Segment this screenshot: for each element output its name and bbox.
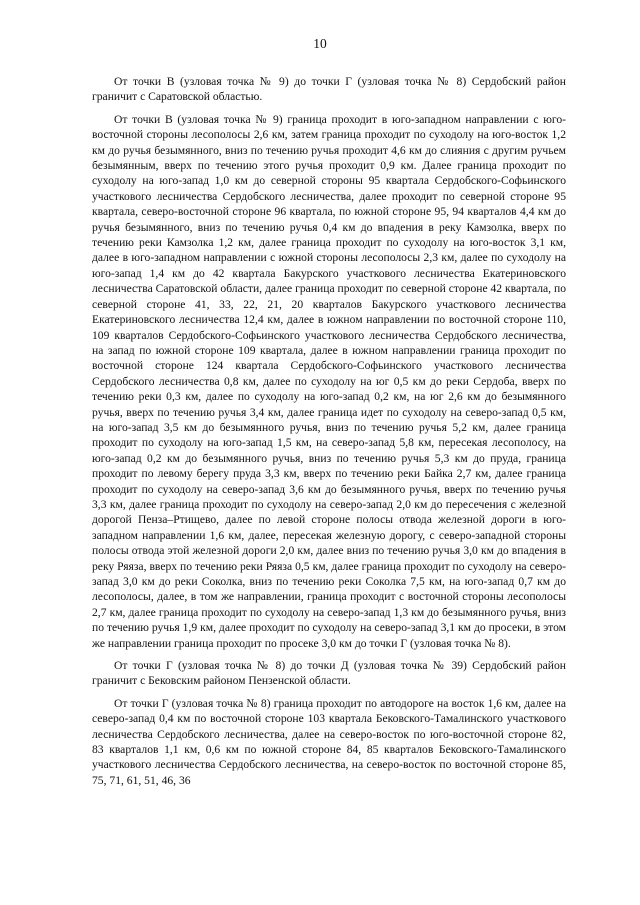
paragraph: От точки В (узловая точка № 9) граница проходит в юго-западном направлении с юго-восточной стороны лесополосы 2,6 км, затем граница проходит по суходолу на юго-восток 1,2 км до ручья безымянного, вниз по течению ручья проходит 4,6 км до слияния с другим ручьем безымянным, вверх по течению этого ручья проходит 0,9 км. Далее граница проходит по суходолу на юго-запад 1,0 км до северной стороны 95 квартала Сердобского-Софьинского участкового лесничества Сердобского лесничества, далее проходит по северной стороне 95 квартала, северо-восточной стороне 96 квартала, по южной стороне 95, 94 кварталов 4,4 км до ручья безымянного, вниз по течению ручья 0,4 км до впадения в реку Камзолка, вверх по течению реки Камзолка 1,2 км, далее граница проходит по суходолу на юго-восток 3,1 км, далее в юго-западном направлении с южной стороны лесополосы 2,3 км, далее по суходолу на юго-запад 1,4 км до 42 квартала Бакурского участкового лесничества Екатериновского лесничества Саратовской области, далее граница проходит по северной стороне 42 квартала, по северной стороне 41, 33, 22, 21, 20 кварталов Бакурского участкового лесничества Екатериновского лесничества 12,4 км, далее в южном направлении по восточной стороне 110, 109 кварталов Сердобского-Софьинского участкового лесничества Сердобского лесничества, на запад по южной стороне 109 квартала, далее в южном направлении граница проходит по восточной стороне 124 квартала Сердобского-Софьинского участкового лесничества Сердобского лесничества 0,8 км, далее по суходолу на юг 0,5 км до реки Сердоба, вверх по течению реки 0,3 км, далее по суходолу на юго-запад 0,2 км, на юг 2,6 км до безымянного ручья, вверх по течению ручья 3,4 км, далее граница идет по суходолу на северо-запад 0,5 км, на юго-запад 3,5 км до безымянного ручья, вниз по течению ручья 5,2 км, далее граница проходит по суходолу на юго-запад 1,5 км, на северо-запад 5,8 км, пересекая лесополосу, на юго-запад 0,2 км до безымянного ручья, вниз по течению ручья 5,3 км до пруда, граница проходит по левому берегу пруда 3,3 км, вверх по течению реки Байка 2,7 км, далее граница проходит по суходолу на северо-запад 3,6 км до безымянного ручья, вверх по течению ручья 3,3 км, далее граница проходит по суходолу на северо-запад 2,0 км до пересечения с железной дорогой Пенза–Ртищево, далее по левой стороне полосы отвода железной дороги в юго-западном направлении 1,6 км, далее, пересекая железную дорогу, с северо-западной стороны полосы отвода этой железной дороги 2,0 км, далее вниз по течению ручья 3,0 км до впадения в реку Ряяза, вверх по течению реки Ряяза 0,5 км, далее граница проходит по суходолу на северо-запад 3,0 км до реки Соколка, вниз по течению реки Соколка 7,5 км, на юго-запад 0,7 км до лесополосы, далее, в том же направлении, граница проходит с восточной стороны лесополосы 2,7 км, далее граница проходит по суходолу на северо-запад 1,3 км до безымянного ручья, вниз по течению ручья 1,9 км, далее проходит по суходолу на северо-запад 3,1 км до просеки, в этом же направлении граница проходит по просеке 3,0 км до точки Г (узловая точка № 8). bbox=[92, 112, 566, 650]
paragraph: От точки В (узловая точка № 9) до точки Г (узловая точка № 8) Сердобский район граничит с Саратовской областью. bbox=[92, 75, 566, 104]
document-body bbox=[92, 74, 566, 795]
page-number: 10 bbox=[313, 36, 327, 51]
paragraph: От точки Г (узловая точка № 8) граница проходит по автодороге на восток 1,6 км, далее на северо-запад 0,4 км по восточной стороне 103 квартала Бековского-Тамалинского участкового лесничества Сердобского лесничества, далее на северо-восток по юго-восточной стороне 82, 83 кварталов 1,1 км, 0,6 км по южной стороне 84, 85 кварталов Бековского-Тамалинского участкового лесничества Сердобского лесничества, на северо-восток по восточной стороне 85, 75, 71, 61, 51, 46, 36 bbox=[92, 696, 566, 787]
paragraph: От точки Г (узловая точка № 8) до точки Д (узловая точка № 39) Сердобский район граничит с Бековским районом Пензенской области. bbox=[92, 659, 566, 688]
